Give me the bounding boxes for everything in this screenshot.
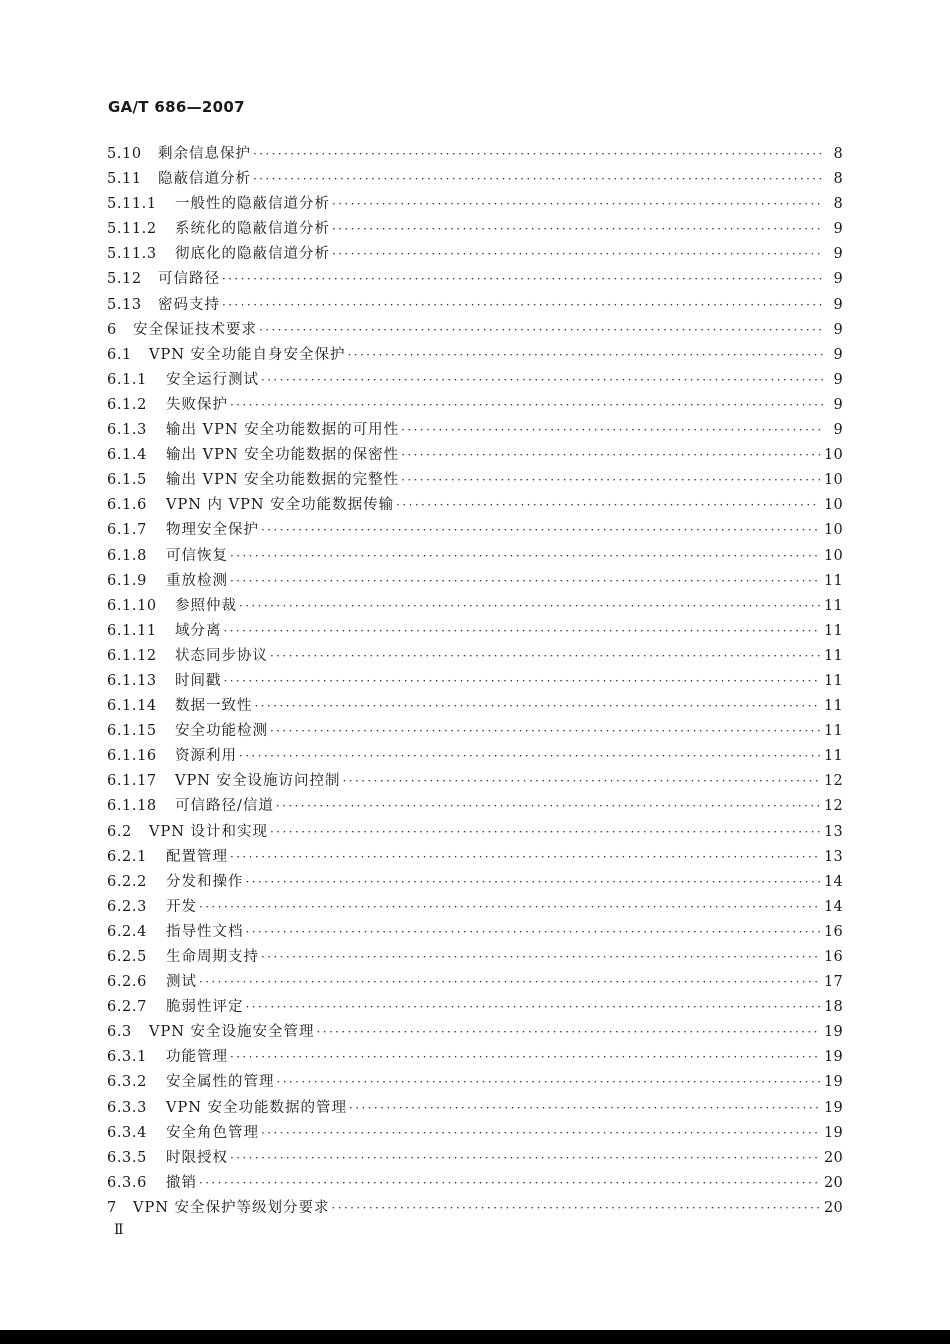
toc-entry-number: 6.1.14 bbox=[107, 698, 157, 715]
toc-entry-title: 时间戳 bbox=[175, 672, 222, 689]
toc-entry[interactable] bbox=[107, 443, 843, 468]
toc-leader-dots bbox=[332, 1196, 820, 1221]
toc-entry-title: 一般性的隐蔽信道分析 bbox=[175, 196, 330, 213]
toc-entry[interactable] bbox=[107, 167, 843, 192]
toc-entry[interactable] bbox=[107, 518, 843, 543]
toc-entry-page: 14 bbox=[823, 898, 843, 915]
toc-entry-title: 系统化的隐蔽信道分析 bbox=[175, 221, 330, 238]
toc-entry-title: VPN 安全设施安全管理 bbox=[149, 1024, 315, 1041]
toc-entry-title: 域分离 bbox=[175, 622, 222, 639]
toc-entry-title: 物理安全保护 bbox=[166, 522, 259, 539]
toc-entry[interactable] bbox=[107, 895, 843, 920]
toc-entry-number: 5.10 bbox=[107, 146, 142, 162]
toc-entry-page: 19 bbox=[823, 1024, 843, 1041]
toc-entry-number: 6.1.18 bbox=[107, 798, 157, 815]
toc-entry[interactable] bbox=[107, 845, 843, 870]
toc-entry[interactable] bbox=[107, 267, 843, 292]
toc-entry-number: 6.2.1 bbox=[107, 848, 147, 865]
toc-entry[interactable] bbox=[107, 870, 843, 895]
toc-entry-title: 时限授权 bbox=[166, 1149, 228, 1166]
toc-leader-dots bbox=[246, 920, 820, 945]
toc-entry-number: 6.2.6 bbox=[107, 974, 147, 991]
toc-entry-title: 输出 VPN 安全功能数据的可用性 bbox=[166, 422, 400, 439]
toc-entry-title: 失败保护 bbox=[166, 396, 228, 413]
toc-entry-title: 开发 bbox=[166, 898, 197, 915]
toc-entry-page: 11 bbox=[823, 672, 843, 689]
toc-entry-number: 6.2.4 bbox=[107, 923, 147, 940]
toc-entry[interactable] bbox=[107, 794, 843, 819]
toc-entry-number: 6.3.1 bbox=[107, 1049, 147, 1066]
toc-entry-page: 9 bbox=[833, 296, 843, 313]
toc-entry[interactable] bbox=[107, 920, 843, 945]
toc-entry-number: 6.1.11 bbox=[107, 622, 157, 639]
toc-leader-dots bbox=[230, 393, 824, 418]
toc-entry-number: 6.1.15 bbox=[107, 723, 157, 740]
toc-leader-dots bbox=[270, 820, 820, 845]
toc-entry-number: 6.3.5 bbox=[107, 1149, 147, 1166]
toc-entry-number: 6.1.3 bbox=[107, 422, 147, 439]
toc-entry-title: 功能管理 bbox=[166, 1049, 228, 1066]
toc-entry-title: 指导性文档 bbox=[166, 923, 244, 940]
toc-entry[interactable] bbox=[107, 744, 843, 769]
toc-entry-number: 6.3.3 bbox=[107, 1099, 147, 1116]
toc-entry-page: 9 bbox=[833, 396, 843, 413]
toc-leader-dots bbox=[261, 1121, 820, 1146]
toc-entry-number: 6.1.4 bbox=[107, 447, 147, 464]
toc-entry-page: 10 bbox=[823, 522, 843, 539]
toc-entry-title: 输出 VPN 安全功能数据的保密性 bbox=[166, 447, 400, 464]
toc-entry-page: 20 bbox=[823, 1199, 843, 1216]
toc-leader-dots bbox=[332, 242, 824, 267]
toc-entry[interactable] bbox=[107, 1196, 843, 1221]
toc-entry-page: 17 bbox=[823, 974, 843, 991]
page-number-footer: Ⅱ bbox=[114, 1222, 124, 1238]
toc-entry-title: 撤销 bbox=[166, 1174, 197, 1191]
toc-entry-number: 6.2 bbox=[107, 823, 132, 840]
toc-entry-number: 6.3 bbox=[107, 1024, 132, 1041]
toc-entry[interactable] bbox=[107, 1070, 843, 1095]
toc-entry[interactable] bbox=[107, 242, 843, 267]
toc-entry-number: 6.2.7 bbox=[107, 999, 147, 1016]
toc-entry-page: 9 bbox=[833, 271, 843, 288]
toc-entry-page: 9 bbox=[833, 371, 843, 388]
toc-leader-dots bbox=[230, 544, 820, 569]
toc-leader-dots bbox=[224, 669, 820, 694]
toc-entry-number: 5.11.1 bbox=[107, 196, 157, 213]
toc-entry[interactable] bbox=[107, 393, 843, 418]
toc-entry-page: 10 bbox=[823, 447, 843, 464]
toc-entry-page: 8 bbox=[833, 171, 843, 188]
toc-entry-title: 隐蔽信道分析 bbox=[158, 171, 251, 188]
toc-entry-page: 19 bbox=[823, 1074, 843, 1091]
toc-entry-page: 12 bbox=[823, 798, 843, 815]
toc-entry-page: 16 bbox=[823, 923, 843, 940]
toc-entry-page: 8 bbox=[833, 196, 843, 213]
toc-leader-dots bbox=[239, 594, 820, 619]
toc-entry[interactable] bbox=[107, 694, 843, 719]
toc-entry-page: 9 bbox=[833, 422, 843, 439]
toc-entry[interactable] bbox=[107, 945, 843, 970]
toc-entry-title: VPN 安全保护等级划分要求 bbox=[133, 1199, 330, 1216]
toc-leader-dots bbox=[332, 192, 824, 217]
toc-entry-page: 10 bbox=[823, 472, 843, 489]
toc-entry[interactable] bbox=[107, 669, 843, 694]
toc-leader-dots bbox=[332, 217, 824, 242]
toc-entry-title: 生命周期支持 bbox=[166, 949, 259, 965]
toc-entry-page: 16 bbox=[823, 949, 843, 965]
toc-entry-title: 参照仲裁 bbox=[175, 597, 237, 614]
toc-entry-page: 11 bbox=[823, 647, 843, 664]
toc-leader-dots bbox=[396, 493, 820, 518]
toc-entry-number: 6.1.9 bbox=[107, 572, 147, 589]
toc-leader-dots bbox=[253, 167, 824, 192]
toc-entry-page: 9 bbox=[833, 321, 843, 338]
toc-entry-title: 输出 VPN 安全功能数据的完整性 bbox=[166, 472, 400, 489]
toc-entry-title: VPN 安全功能数据的管理 bbox=[166, 1099, 348, 1116]
toc-leader-dots bbox=[222, 293, 824, 318]
toc-entry-title: 安全属性的管理 bbox=[166, 1074, 275, 1091]
toc-entry-page: 13 bbox=[823, 848, 843, 865]
toc-entry-title: 安全功能检测 bbox=[175, 723, 268, 740]
toc-entry-number: 5.11.3 bbox=[107, 246, 157, 263]
toc-entry-page: 19 bbox=[823, 1124, 843, 1141]
toc-entry-title: 测试 bbox=[166, 974, 197, 991]
toc-entry-title: 可信恢复 bbox=[166, 547, 228, 564]
toc-leader-dots bbox=[401, 418, 824, 443]
toc-entry-number: 6.1 bbox=[107, 346, 132, 363]
toc-entry-title: VPN 设计和实现 bbox=[149, 823, 269, 840]
toc-entry[interactable] bbox=[107, 368, 843, 393]
toc-leader-dots bbox=[401, 443, 820, 468]
toc-entry-page: 9 bbox=[833, 346, 843, 363]
toc-entry-title: VPN 安全功能自身安全保护 bbox=[149, 346, 346, 363]
toc-entry[interactable] bbox=[107, 217, 843, 242]
toc-entry[interactable] bbox=[107, 468, 843, 493]
toc-entry-number: 6.1.2 bbox=[107, 396, 147, 413]
toc-entry[interactable] bbox=[107, 192, 843, 217]
toc-leader-dots bbox=[261, 945, 820, 970]
toc-entry-page: 9 bbox=[833, 246, 843, 263]
toc-leader-dots bbox=[239, 744, 820, 769]
toc-entry[interactable] bbox=[107, 1171, 843, 1196]
toc-entry-number: 6.3.2 bbox=[107, 1074, 147, 1091]
toc-entry[interactable] bbox=[107, 769, 843, 794]
toc-entry[interactable] bbox=[107, 1121, 843, 1146]
toc-entry-page: 10 bbox=[823, 547, 843, 564]
toc-leader-dots bbox=[253, 142, 824, 167]
toc-leader-dots bbox=[343, 769, 820, 794]
toc-entry-title: 可信路径/信道 bbox=[175, 798, 274, 815]
toc-entry[interactable] bbox=[107, 544, 843, 569]
toc-leader-dots bbox=[259, 318, 824, 343]
toc-entry[interactable] bbox=[107, 820, 843, 845]
document-code-header: GA/T 686—2007 bbox=[108, 98, 245, 116]
toc-leader-dots bbox=[277, 1070, 820, 1095]
toc-leader-dots bbox=[317, 1020, 820, 1045]
toc-entry-number: 6.2.3 bbox=[107, 898, 147, 915]
toc-entry-title: 安全保证技术要求 bbox=[133, 321, 257, 338]
toc-entry-page: 8 bbox=[833, 146, 843, 162]
toc-entry-title: VPN 安全设施访问控制 bbox=[175, 773, 341, 790]
toc-entry[interactable] bbox=[107, 418, 843, 443]
toc-entry-title: 数据一致性 bbox=[175, 698, 253, 715]
toc-entry[interactable] bbox=[107, 1045, 843, 1070]
toc-entry-number: 6 bbox=[107, 321, 117, 338]
toc-entry-page: 13 bbox=[823, 823, 843, 840]
toc-entry-number: 6.1.6 bbox=[107, 497, 147, 514]
toc-entry-number: 6.3.4 bbox=[107, 1124, 147, 1141]
toc-leader-dots bbox=[230, 845, 820, 870]
toc-entry[interactable] bbox=[107, 594, 843, 619]
toc-entry-number: 5.11 bbox=[107, 171, 142, 188]
toc-entry-page: 9 bbox=[833, 221, 843, 238]
toc-entry-title: 彻底化的隐蔽信道分析 bbox=[175, 246, 330, 263]
toc-leader-dots bbox=[349, 1096, 820, 1121]
toc-entry[interactable] bbox=[107, 569, 843, 594]
toc-entry-page: 11 bbox=[823, 572, 843, 589]
table-of-contents bbox=[107, 142, 843, 1221]
toc-leader-dots bbox=[199, 1171, 820, 1196]
toc-entry-number: 7 bbox=[107, 1199, 117, 1216]
toc-entry-title: 脆弱性评定 bbox=[166, 999, 244, 1016]
toc-entry-number: 6.1.5 bbox=[107, 472, 147, 489]
toc-entry[interactable] bbox=[107, 644, 843, 669]
toc-entry-number: 6.1.10 bbox=[107, 597, 157, 614]
toc-leader-dots bbox=[255, 694, 820, 719]
toc-entry-page: 19 bbox=[823, 1099, 843, 1116]
toc-leader-dots bbox=[261, 368, 824, 393]
toc-entry-page: 11 bbox=[823, 698, 843, 715]
toc-entry-page: 11 bbox=[823, 622, 843, 639]
toc-entry-page: 12 bbox=[823, 773, 843, 790]
toc-entry-page: 10 bbox=[823, 497, 843, 514]
toc-entry-number: 6.1.13 bbox=[107, 672, 157, 689]
toc-leader-dots bbox=[401, 468, 820, 493]
toc-entry-title: 重放检测 bbox=[166, 572, 228, 589]
toc-leader-dots bbox=[246, 870, 820, 895]
toc-entry[interactable] bbox=[107, 142, 843, 167]
toc-entry[interactable] bbox=[107, 719, 843, 744]
toc-leader-dots bbox=[246, 995, 820, 1020]
bottom-edge-bar bbox=[0, 1330, 950, 1344]
toc-entry-number: 6.2.5 bbox=[107, 949, 147, 965]
toc-entry-number: 6.1.16 bbox=[107, 748, 157, 765]
toc-leader-dots bbox=[270, 719, 820, 744]
toc-entry[interactable] bbox=[107, 1146, 843, 1171]
toc-entry-title: 密码支持 bbox=[158, 296, 220, 313]
toc-leader-dots bbox=[270, 644, 820, 669]
toc-leader-dots bbox=[230, 1146, 820, 1171]
toc-entry-number: 6.1.8 bbox=[107, 547, 147, 564]
toc-leader-dots bbox=[348, 343, 824, 368]
toc-entry-title: VPN 内 VPN 安全功能数据传输 bbox=[166, 497, 395, 514]
toc-entry-title: 配置管理 bbox=[166, 848, 228, 865]
toc-entry[interactable] bbox=[107, 318, 843, 343]
toc-leader-dots bbox=[230, 1045, 820, 1070]
toc-leader-dots bbox=[222, 267, 824, 292]
toc-entry[interactable] bbox=[107, 619, 843, 644]
toc-entry[interactable] bbox=[107, 343, 843, 368]
toc-entry-page: 18 bbox=[823, 999, 843, 1016]
toc-entry-page: 20 bbox=[823, 1149, 843, 1166]
toc-entry-title: 安全角色管理 bbox=[166, 1124, 259, 1141]
toc-entry-number: 5.11.2 bbox=[107, 221, 157, 238]
toc-leader-dots bbox=[261, 518, 820, 543]
toc-leader-dots bbox=[230, 569, 820, 594]
toc-entry[interactable] bbox=[107, 1020, 843, 1045]
toc-entry-number: 6.2.2 bbox=[107, 873, 147, 890]
toc-entry-page: 11 bbox=[823, 597, 843, 614]
toc-leader-dots bbox=[199, 895, 820, 920]
toc-entry-number: 6.1.1 bbox=[107, 371, 147, 388]
toc-entry-title: 安全运行测试 bbox=[166, 371, 259, 388]
toc-entry-title: 可信路径 bbox=[158, 271, 220, 288]
toc-entry-number: 6.1.7 bbox=[107, 522, 147, 539]
toc-entry-title: 状态同步协议 bbox=[175, 647, 268, 664]
toc-entry-title: 分发和操作 bbox=[166, 873, 244, 890]
toc-entry-page: 20 bbox=[823, 1174, 843, 1191]
toc-entry-page: 11 bbox=[823, 723, 843, 740]
toc-entry-page: 14 bbox=[823, 873, 843, 890]
toc-entry-number: 6.3.6 bbox=[107, 1174, 147, 1191]
toc-entry-title: 资源利用 bbox=[175, 748, 237, 765]
toc-entry[interactable] bbox=[107, 493, 843, 518]
toc-leader-dots bbox=[276, 794, 820, 819]
toc-leader-dots bbox=[224, 619, 820, 644]
toc-leader-dots bbox=[199, 970, 820, 995]
toc-entry-number: 5.13 bbox=[107, 296, 142, 313]
toc-entry[interactable] bbox=[107, 1096, 843, 1121]
toc-entry-title: 剩余信息保护 bbox=[158, 146, 251, 162]
toc-entry-number: 6.1.12 bbox=[107, 647, 157, 664]
toc-entry-number: 6.1.17 bbox=[107, 773, 157, 790]
toc-entry-page: 19 bbox=[823, 1049, 843, 1066]
toc-entry[interactable] bbox=[107, 995, 843, 1020]
toc-entry-page: 11 bbox=[823, 748, 843, 765]
toc-entry-number: 5.12 bbox=[107, 271, 142, 288]
toc-entry[interactable] bbox=[107, 293, 843, 318]
toc-entry[interactable] bbox=[107, 970, 843, 995]
